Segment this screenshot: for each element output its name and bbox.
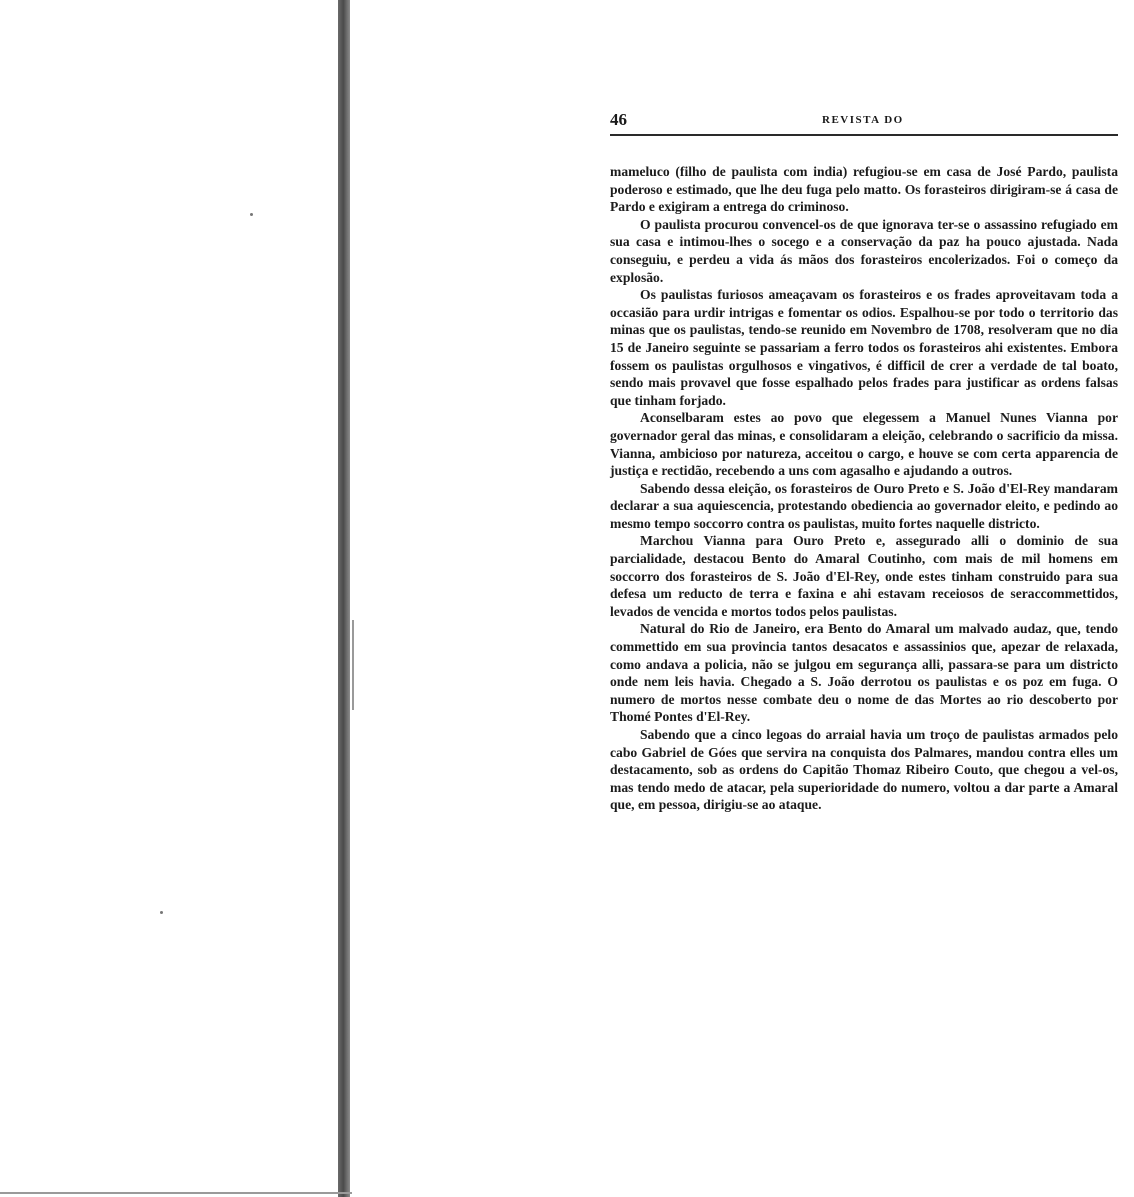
paragraph: Sabendo que a cinco legoas do arraial havia um troço de paulistas armados pelo cabo Gabriel de Góes que servira na conquista dos Palmares, mandou contra elles um destacamento, sob as ordens do Capitão Thomaz Ribeiro Couto, que chegou a vel-os, mas tendo medo de atacar, pela superioridade do numero, voltou a dar parte a Amaral que, em pessoa, dirigiu-se ao ataque. — [610, 727, 1118, 813]
paragraph: Aconselbaram estes ao povo que elegessem a Manuel Nunes Vianna por governador geral das minas, e consolidaram a eleição, celebrando o sacrificio da missa. Vianna, ambicioso por natureza, acceitou o cargo, e houve se com certa apparencia de justiça e rectidão, recebendo a uns com agasalho e ajudando a outros. — [610, 410, 1118, 479]
page-number: 46 — [610, 110, 627, 129]
scan-speck — [250, 213, 253, 216]
paragraph: Sabendo dessa eleição, os forasteiros de Ouro Preto e S. João d'El-Rey mandaram declarar a sua aquiescencia, protestando obediencia ao governador eleito, e pedindo ao mesmo tempo soccorro contra os paulistas, muito fortes naquelle districto. — [610, 480, 1118, 531]
running-head — [610, 108, 1118, 136]
paragraph: O paulista procurou convencel-os de que ignorava ter-se o assassino refugiado em sua casa e intimou-lhes o socego e a conservação da paz ha pouco ajustada. Nada conseguiu, e perdeu a vida ás mãos dos forasteiros encolerizados. Foi o começo da explosão. — [610, 216, 1118, 285]
body-text — [610, 163, 1118, 814]
book-page — [610, 108, 1118, 814]
paragraph: Marchou Vianna para Ouro Preto e, assegurado alli o dominio de sua parcialidade, destacou Bento do Amaral Coutinho, com mais de mil homens em soccorro dos forasteiros de S. João d'El-Rey, onde estes tinham construido para sua defesa um reducto de terra e faxina e ahi estavam receiosos de seraccommettidos, levados de vencida e mortos todos pelos paulistas. — [610, 533, 1118, 619]
paragraph: Natural do Rio de Janeiro, era Bento do Amaral um malvado audaz, que, tendo commettido em sua provincia tantos desacatos e assassinios que, apezar de relaxada, como andava a policia, não se julgou em segurança alli, passara-se para um districto onde nem leis havia. Chegado a S. João derrotou os paulistas e os poz em fuga. O numero de mortos nesse combate deu o nome de das Mortes ao rio descoberto por Thomé Pontes d'El-Rey. — [610, 621, 1118, 725]
paragraph: Os paulistas furiosos ameaçavam os forasteiros e os frades aproveitavam toda a occasião para urdir intrigas e fomentar os odios. Espalhou-se por todo o territorio das minas que os paulistas, tendo-se reunido em Novembro de 1708, resolveram que no dia 15 de Janeiro seguinte se passariam a ferro todos os forasteiros ahi existentes. Embora fossem os paulistas orgulhosos e vingativos, é difficil de crer a verdade de tal boato, sendo mais provavel que fosse espalhado pelos frades para justificar as ordens falsas que tinham forjado. — [610, 287, 1118, 408]
gutter-edge-mark — [352, 620, 354, 710]
paragraph: mameluco (filho de paulista com india) refugiou-se em casa de José Pardo, paulista poderoso e estimado, que lhe deu fuga pelo matto. Os forasteiros dirigiram-se á casa de Pardo e exigiram a entrega do criminoso. — [610, 164, 1118, 215]
running-title: REVISTA DO — [822, 114, 904, 126]
scan-speck — [160, 911, 163, 914]
binding-gutter — [338, 0, 350, 1197]
scan-bottom-edge — [0, 1192, 352, 1194]
